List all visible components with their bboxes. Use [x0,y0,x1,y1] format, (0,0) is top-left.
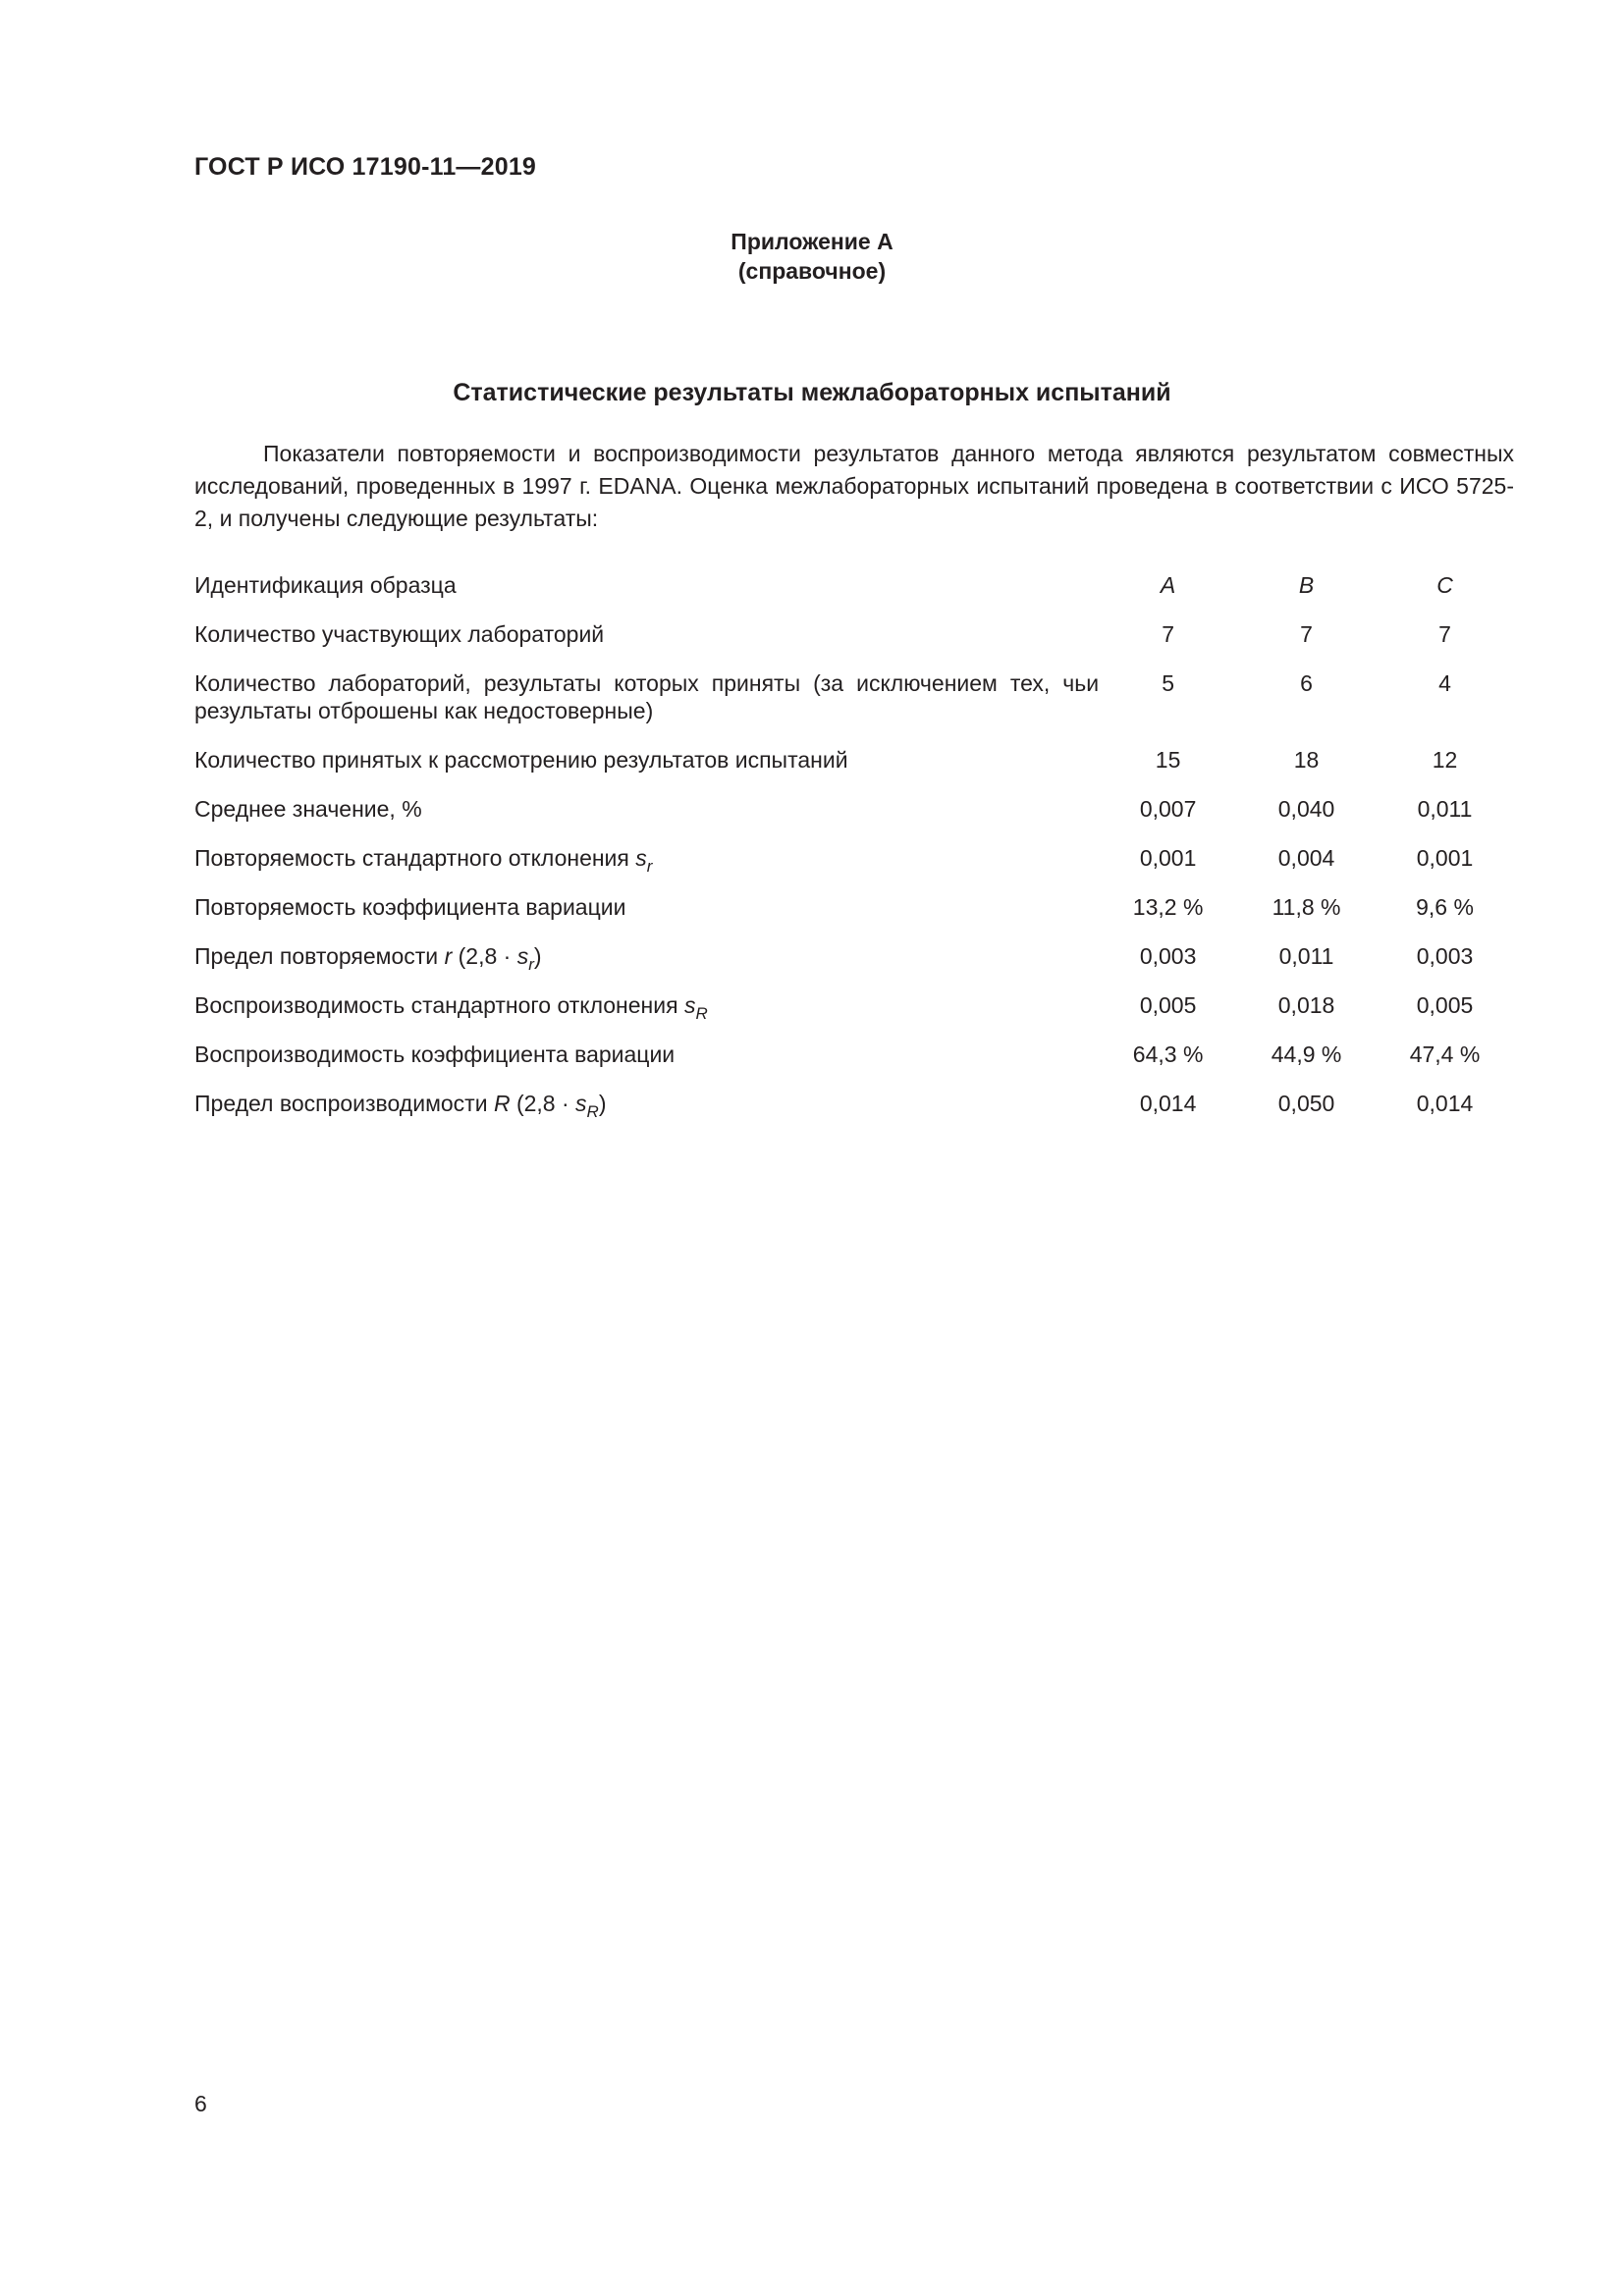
row-value-b: 0,011 [1278,943,1334,969]
table-row [194,844,1514,893]
subscript: r [646,857,653,876]
row-value-b: 0,004 [1277,845,1335,871]
row-label-text: Предел воспроизводимости [194,1091,488,1116]
row-value-c: 0,014 [1416,1091,1474,1116]
row-value-c: 7 [1438,621,1451,647]
row-value-a: 0,003 [1139,943,1197,969]
row-label [194,942,1099,991]
row-value-c: 4 [1438,670,1451,696]
table-header-row [194,571,1514,620]
document-header: ГОСТ Р ИСО 17190-11—2019 [194,153,537,181]
formula-open: (2,8 · [458,943,517,969]
row-label [194,1090,1099,1139]
row-value-b: 18 [1293,747,1320,773]
row-value-b: 6 [1300,670,1313,696]
header-sample-a: A [1160,572,1176,598]
row-value-c: 0,003 [1416,943,1474,969]
formula-subscript: R [586,1102,599,1121]
table-row [194,795,1514,844]
formula-symbol: s [575,1091,587,1116]
annex-heading [0,227,1624,286]
symbol: R [493,1091,511,1116]
row-value-c: 0,011 [1417,796,1473,822]
row-value-a: 0,007 [1139,796,1197,822]
page-number: 6 [194,2091,207,2116]
row-label: Количество лабораторий, результаты которых приняты (за исключением тех, чьи результаты отброшены как недостоверные) [194,670,1100,723]
row-label: Количество участвующих лабораторий [194,621,605,647]
row-value-b: 44,9 % [1271,1041,1342,1067]
row-label-text: Повторяемость стандартного отклонения [194,845,629,871]
row-value-c: 12 [1432,747,1458,773]
row-value-b: 7 [1300,621,1313,647]
table-row [194,893,1514,942]
row-label-text: Воспроизводимость стандартного отклонения [194,992,678,1018]
formula-symbol: s [516,943,529,969]
statistics-table [194,571,1514,1139]
header-sample-c: C [1436,572,1453,598]
formula-close: ) [598,1091,607,1116]
section-title: Статистические результаты межлабораторных испытаний [453,379,1171,406]
table-row [194,991,1514,1041]
symbol: s [635,845,647,871]
row-value-a: 64,3 % [1132,1041,1204,1067]
row-value-c: 0,005 [1416,992,1474,1018]
table-row [194,669,1514,746]
row-label-text: Предел повторяемости [194,943,439,969]
header-sample-b: B [1298,572,1315,598]
row-value-b: 11,8 % [1272,894,1341,920]
row-label: Количество принятых к рассмотрению результатов испытаний [194,747,848,773]
row-value-b: 0,040 [1277,796,1335,822]
row-label [194,991,1099,1041]
row-value-c: 9,6 % [1416,894,1474,920]
row-value-c: 47,4 % [1409,1041,1481,1067]
subscript: R [695,1004,708,1023]
row-value-b: 0,050 [1277,1091,1335,1116]
row-label [194,844,1099,893]
row-label: Повторяемость коэффициента вариации [194,894,626,920]
row-value-a: 0,014 [1139,1091,1197,1116]
intro-paragraph: Показатели повторяемости и воспроизводимости результатов данного метода являются результатом совместных исследований, проведенных в 1997 г. EDANA. Оценка межлабораторных испытаний проведена в соответствии с ИСО 5725-2, и получены следующие результаты: [194,441,1514,531]
table-row [194,746,1514,795]
table-row [194,1041,1514,1090]
row-value-a: 13,2 % [1132,894,1204,920]
table-row [194,942,1514,991]
row-value-a: 15 [1155,747,1181,773]
row-value-a: 7 [1162,621,1174,647]
table-row [194,620,1514,669]
symbol: s [683,992,696,1018]
row-value-a: 0,001 [1139,845,1197,871]
header-label: Идентификация образца [194,572,457,598]
row-value-c: 0,001 [1416,845,1474,871]
formula-close: ) [533,943,542,969]
formula-open: (2,8 · [515,1091,576,1116]
row-value-a: 0,005 [1139,992,1197,1018]
formula-subscript: r [528,955,534,974]
symbol: r [444,943,453,969]
annex-title: Приложение А [731,229,893,254]
row-label: Среднее значение, % [194,796,422,822]
row-label: Воспроизводимость коэффициента вариации [194,1041,676,1067]
annex-status: (справочное) [737,258,887,284]
row-value-b: 0,018 [1277,992,1335,1018]
table-row [194,1090,1514,1139]
row-value-a: 5 [1162,670,1174,696]
